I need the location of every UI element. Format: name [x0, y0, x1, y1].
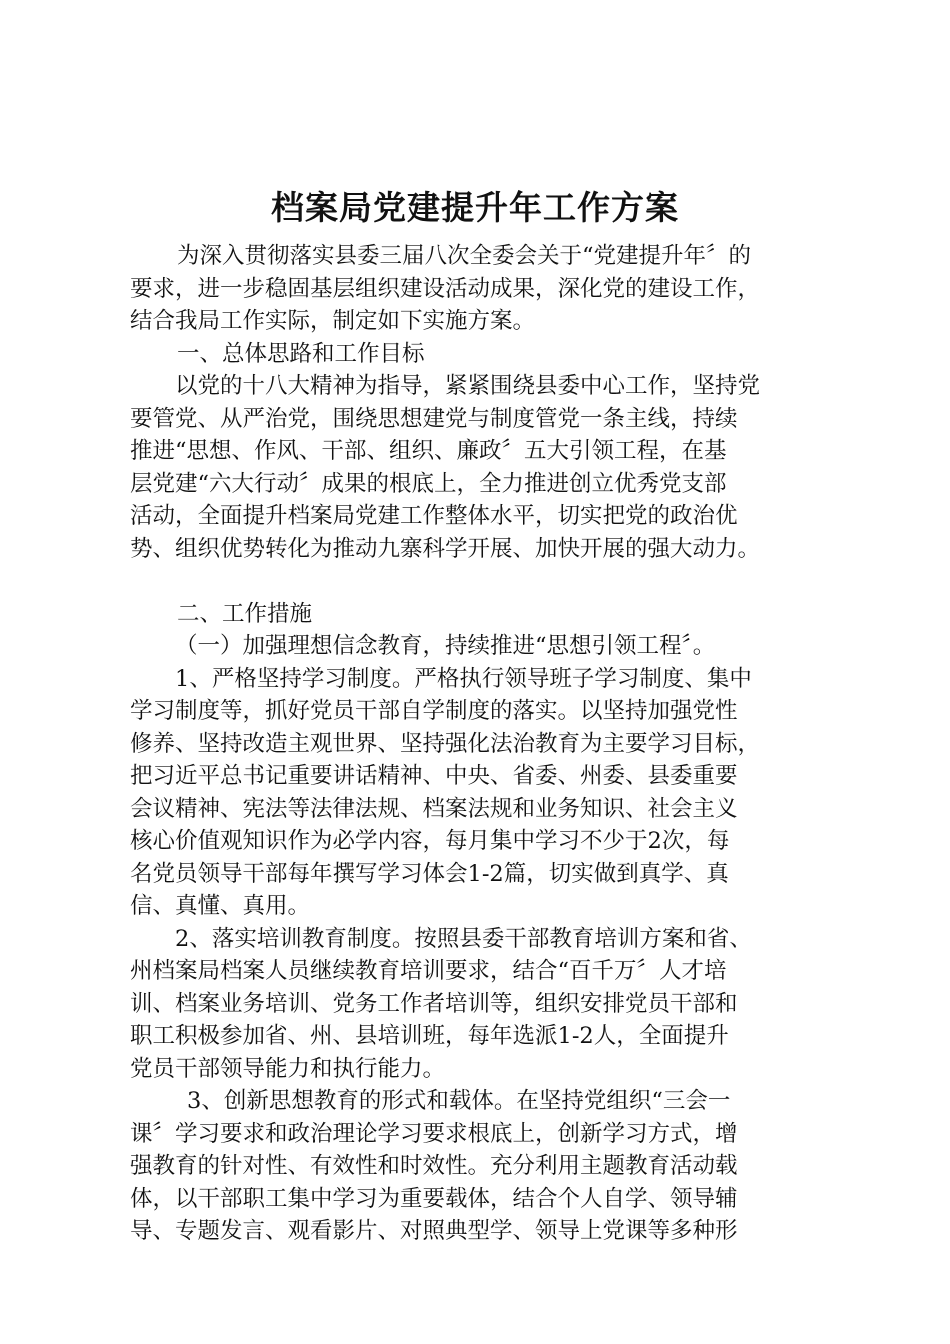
paragraph-line: 名党员领导干部每年撰写学习体会1-2篇，切实做到真学、真	[130, 860, 729, 887]
document-title: 档案局党建提升年工作方案	[271, 188, 679, 227]
paragraph-line: 课〞学习要求和政治理论学习要求根底上，创新学习方式，增	[130, 1120, 738, 1147]
section-heading: 二、工作措施	[177, 600, 313, 627]
paragraph-line: 结合我局工作实际，制定如下实施方案。	[130, 308, 536, 334]
paragraph-line: 要管党、从严治党，围绕思想建党与制度管党一条主线，持续	[130, 405, 738, 432]
paragraph-line: 强教育的针对性、有效性和时效性。充分利用主题教育活动载	[130, 1153, 738, 1179]
paragraph-line: 修养、坚持改造主观世界、坚持强化法治教育为主要学习目标，	[130, 730, 761, 757]
paragraph-line: 州档案局档案人员继续教育培训要求，结合“百千万〞人才培	[130, 958, 727, 984]
paragraph-line: 职工积极参加省、州、县培训班，每年选派1-2人，全面提升	[130, 1023, 729, 1049]
paragraph-line: 信、真懂、真用。	[130, 893, 311, 919]
paragraph-line: 以党的十八大精神为指导，紧紧围绕县委中心工作，坚持党	[175, 373, 761, 399]
document-body	[130, 240, 850, 1248]
paragraph-line: 核心价值观知识作为必学内容，每月集中学习不少于2次，每	[130, 828, 730, 854]
blank-line	[130, 565, 850, 598]
paragraph-line: 导、专题发言、观看影片、对照典型学、领导上党课等多种形	[130, 1218, 738, 1244]
section-heading: 一、总体思路和工作目标	[177, 340, 425, 367]
paragraph-line: 把习近平总书记重要讲话精神、中央、省委、州委、县委重要	[130, 763, 738, 789]
paragraph-line: 活动，全面提升档案局党建工作整体水平，切实把党的政治优	[130, 503, 738, 529]
paragraph-line: 为深入贯彻落实县委三届八次全委会关于“党建提升年〞的	[177, 243, 752, 269]
paragraph-line: 体，以干部职工集中学习为重要载体，结合个人自学、领导辅	[130, 1185, 738, 1212]
paragraph-line: 训、档案业务培训、党务工作者培训等，组织安排党员干部和	[130, 990, 738, 1017]
paragraph-line: 3、创新思想教育的形式和载体。在坚持党组织“三会一	[187, 1088, 731, 1114]
paragraph-line: 要求，进一步稳固基层组织建设活动成果，深化党的建设工作，	[130, 275, 761, 302]
paragraph-line: 层党建“六大行动〞成果的根底上，全力推进创立优秀党支部	[130, 470, 727, 497]
paragraph-line: 学习制度等，抓好党员干部自学制度的落实。以坚持加强党性	[130, 698, 738, 724]
paragraph-line: 1、严格坚持学习制度。严格执行领导班子学习制度、集中	[175, 665, 752, 692]
paragraph-line: 党员干部领导能力和执行能力。	[130, 1055, 446, 1082]
subsection-heading: （一）加强理想信念教育，持续推进“思想引领工程〞。	[175, 633, 716, 659]
paragraph-line: 会议精神、宪法等法律法规、档案法规和业务知识、社会主义	[130, 795, 738, 822]
paragraph-line: 2、落实培训教育制度。按照县委干部教育培训方案和省、	[175, 925, 752, 952]
paragraph-line: 推进“思想、作风、干部、组织、廉政〞五大引领工程，在基	[130, 438, 727, 464]
paragraph-line: 势、组织优势转化为推动九寨科学开展、加快开展的强大动力。	[130, 535, 761, 562]
